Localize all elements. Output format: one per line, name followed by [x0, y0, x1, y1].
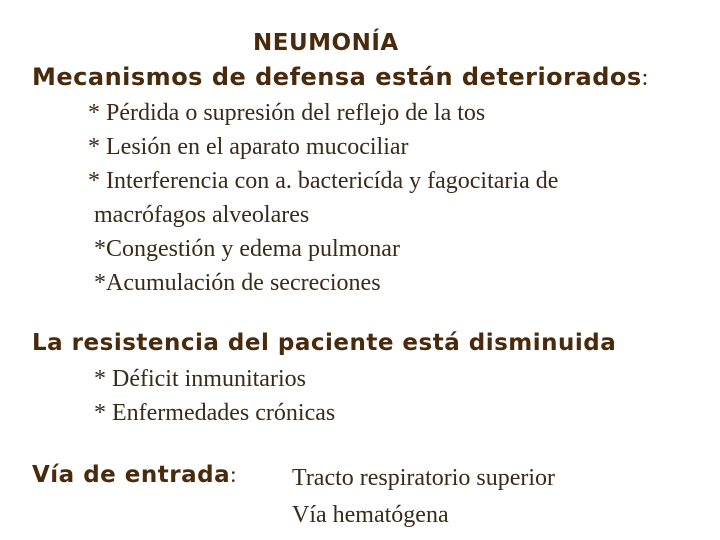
heading-text: Vía de entrada [32, 462, 231, 488]
list-item: * Enfermedades crónicas [94, 400, 336, 426]
heading-text: Mecanismos de defensa están deteriorados [32, 63, 642, 91]
list-item: * Lesión en el aparato mucociliar [88, 134, 409, 160]
list-item: *Acumulación de secreciones [94, 270, 381, 296]
entry-route: Vía hematógena [292, 502, 449, 528]
list-item: * Pérdida o supresión del reflejo de la tos [88, 100, 486, 126]
list-item: * Interferencia con a. bactericída y fagocitaria de [88, 168, 559, 194]
list-item-continuation: macrófagos alveolares [94, 202, 310, 228]
slide-title: NEUMONÍA [253, 30, 399, 56]
section-heading-defense [32, 63, 649, 92]
section-heading-entry [32, 462, 237, 488]
heading-colon: : [230, 462, 237, 487]
list-item: *Congestión y edema pulmonar [94, 236, 400, 262]
section-heading-resistance: La resistencia del paciente está disminuida [32, 330, 617, 356]
heading-colon: : [641, 65, 649, 91]
list-item: * Déficit inmunitarios [94, 366, 306, 392]
entry-route: Tracto respiratorio superior [292, 465, 556, 491]
